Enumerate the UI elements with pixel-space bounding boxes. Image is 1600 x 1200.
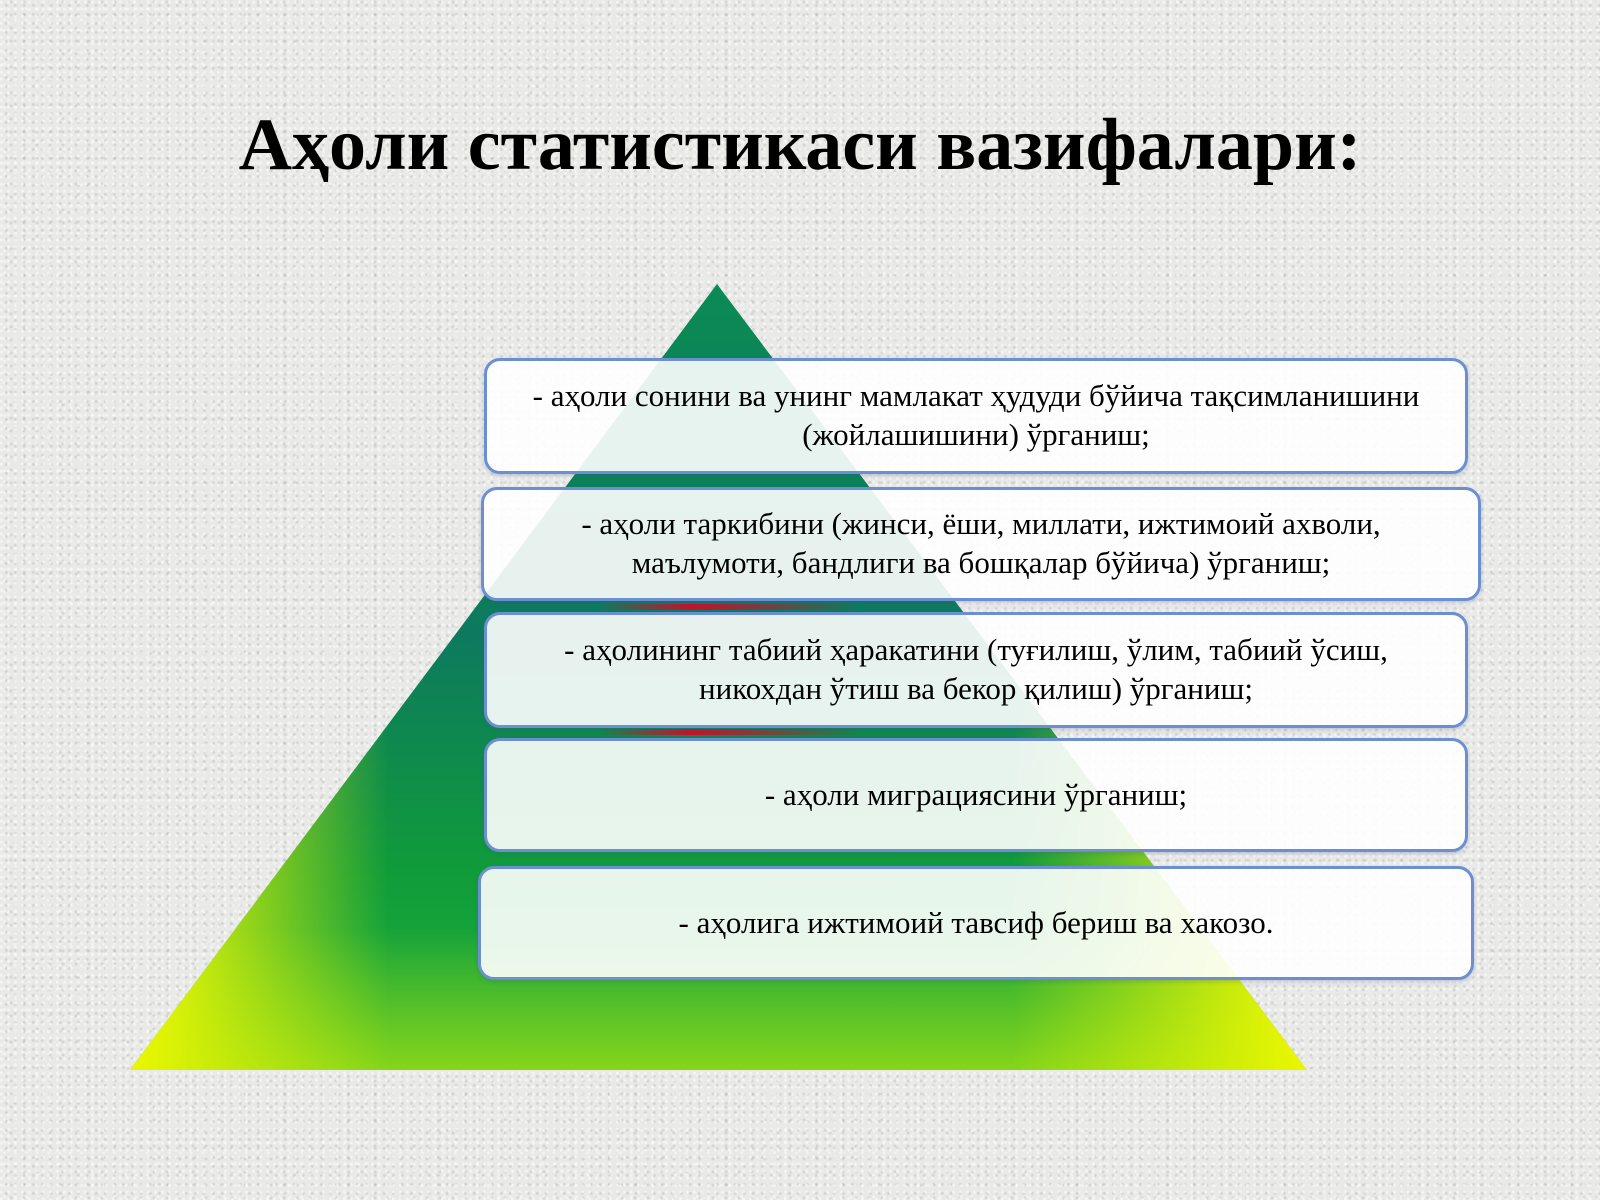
pyramid-item-text: - аҳолига ижтимоий тавсиф бериш ва хакозо. xyxy=(678,904,1274,940)
pyramid-item-box xyxy=(478,866,1474,980)
pyramid-item-text: - аҳоли таркибини (жинси, ёши, миллати, ижтимоий ахволи, маълумоти, бандлиги ва бошқалар бўйича) ўрганиш; xyxy=(581,506,1381,580)
pyramid-item-text: - аҳоли миграциясини ўрганиш; xyxy=(764,776,1188,812)
pyramid-separator xyxy=(600,729,860,735)
pyramid-item-box xyxy=(484,612,1468,728)
pyramid-separator xyxy=(600,604,860,610)
pyramid-item-box xyxy=(481,487,1481,601)
pyramid-item-text: - аҳоли сонини ва унинг мамлакат ҳудуди бўйича тақсимланишини (жойлашишини) ўрганиш; xyxy=(532,378,1420,452)
pyramid-item-text: - аҳолининг табиий ҳаракатини (туғилиш, ўлим, табиий ўсиш, никохдан ўтиш ва бекор қилиш) ўрганиш; xyxy=(564,632,1388,706)
pyramid-item-box xyxy=(484,738,1468,852)
pyramid-item-box xyxy=(484,358,1468,474)
slide-title: Аҳоли статистикаси вазифалари: xyxy=(238,104,1362,186)
